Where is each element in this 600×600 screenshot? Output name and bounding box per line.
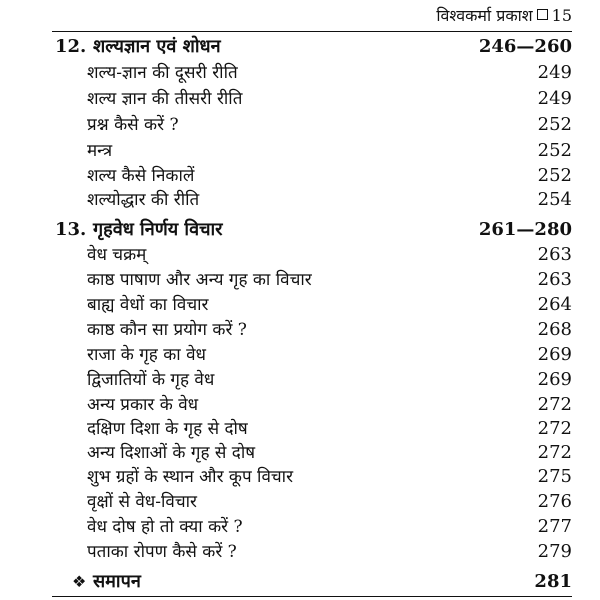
toc-entry	[0, 540, 600, 564]
entry-title: पताका रोपण कैसे करें ?	[87, 542, 237, 562]
toc-entry	[0, 243, 600, 267]
toc-entry	[0, 368, 600, 392]
entry-title: वृक्षों से वेध-विचार	[87, 492, 198, 512]
toc-entry	[0, 164, 600, 188]
toc-entry	[0, 515, 600, 539]
entry-title: राजा के गृह का वेध	[87, 345, 207, 365]
header-rule	[52, 31, 572, 32]
toc-entry	[0, 490, 600, 514]
entry-page: 249	[537, 88, 572, 109]
entry-title: मन्त्र	[87, 141, 113, 161]
entry-page: 269	[537, 369, 572, 390]
toc-entry	[0, 318, 600, 342]
entry-page: 275	[537, 466, 572, 487]
running-header	[436, 4, 572, 26]
closing-title: समापन	[93, 571, 141, 592]
entry-title: द्विजातियों के गृह वेध	[87, 370, 215, 390]
toc-entry	[0, 188, 600, 212]
entry-title: बाह्य वेधों का विचार	[87, 295, 209, 315]
chapter-heading	[0, 218, 600, 242]
entry-page: 272	[537, 394, 572, 415]
entry-title: काष्ठ पाषाण और अन्य गृह का विचार	[87, 270, 312, 290]
toc-entry	[0, 293, 600, 317]
diamond-bullet-icon: ❖	[72, 572, 87, 591]
chapter-number: 13.	[55, 219, 87, 240]
closing-page: 281	[534, 571, 572, 592]
entry-title: शल्योद्धार की रीति	[87, 190, 200, 210]
page-number: 15	[551, 6, 572, 25]
toc-entry	[0, 343, 600, 367]
entry-page: 254	[537, 189, 572, 210]
entry-page: 252	[537, 140, 572, 161]
entry-title: प्रश्न कैसे करें ?	[87, 115, 179, 135]
entry-page: 252	[537, 114, 572, 135]
entry-title: काष्ठ कौन सा प्रयोग करें ?	[87, 320, 247, 340]
toc-entry	[0, 87, 600, 111]
entry-title: शल्य-ज्ञान की दूसरी रीति	[87, 63, 238, 83]
book-title: विश्वकर्मा प्रकाश	[436, 6, 533, 25]
toc-entry	[0, 465, 600, 489]
entry-page: 264	[537, 294, 572, 315]
entry-page: 272	[537, 418, 572, 439]
entry-title: अन्य प्रकार के वेध	[87, 395, 199, 415]
entry-title: शल्य कैसे निकालें	[87, 166, 195, 186]
entry-page: 269	[537, 344, 572, 365]
footer-rule	[52, 596, 572, 597]
toc-entry	[0, 441, 600, 465]
entry-title: शल्य ज्ञान की तीसरी रीति	[87, 89, 243, 109]
toc-entry	[0, 417, 600, 441]
entry-page: 277	[537, 516, 572, 537]
entry-page: 252	[537, 165, 572, 186]
toc-entry	[0, 139, 600, 163]
entry-page: 263	[537, 269, 572, 290]
entry-title: वेध चक्रम्	[87, 245, 147, 265]
entry-page: 276	[537, 491, 572, 512]
toc-entry	[0, 61, 600, 85]
entry-page: 263	[537, 244, 572, 265]
chapter-page-range: 246—260	[478, 36, 572, 57]
entry-page: 268	[537, 319, 572, 340]
chapter-page-range: 261—280	[478, 219, 572, 240]
toc-entry	[0, 113, 600, 137]
entry-title: वेध दोष हो तो क्या करें ?	[87, 517, 243, 537]
closing-entry	[0, 570, 600, 594]
toc-entry	[0, 268, 600, 292]
chapter-title: गृहवेध निर्णय विचार	[93, 219, 223, 240]
entry-page: 272	[537, 442, 572, 463]
chapter-title: शल्यज्ञान एवं शोधन	[93, 36, 221, 57]
entry-title: अन्य दिशाओं के गृह से दोष	[87, 443, 256, 463]
entry-page: 279	[537, 541, 572, 562]
square-ornament-icon	[537, 9, 548, 20]
chapter-number: 12.	[55, 36, 87, 57]
chapter-heading	[0, 35, 600, 59]
entry-title: दक्षिण दिशा के गृह से दोष	[87, 419, 248, 439]
entry-title: शुभ ग्रहों के स्थान और कूप विचार	[87, 467, 294, 487]
toc-entry	[0, 393, 600, 417]
entry-page: 249	[537, 62, 572, 83]
